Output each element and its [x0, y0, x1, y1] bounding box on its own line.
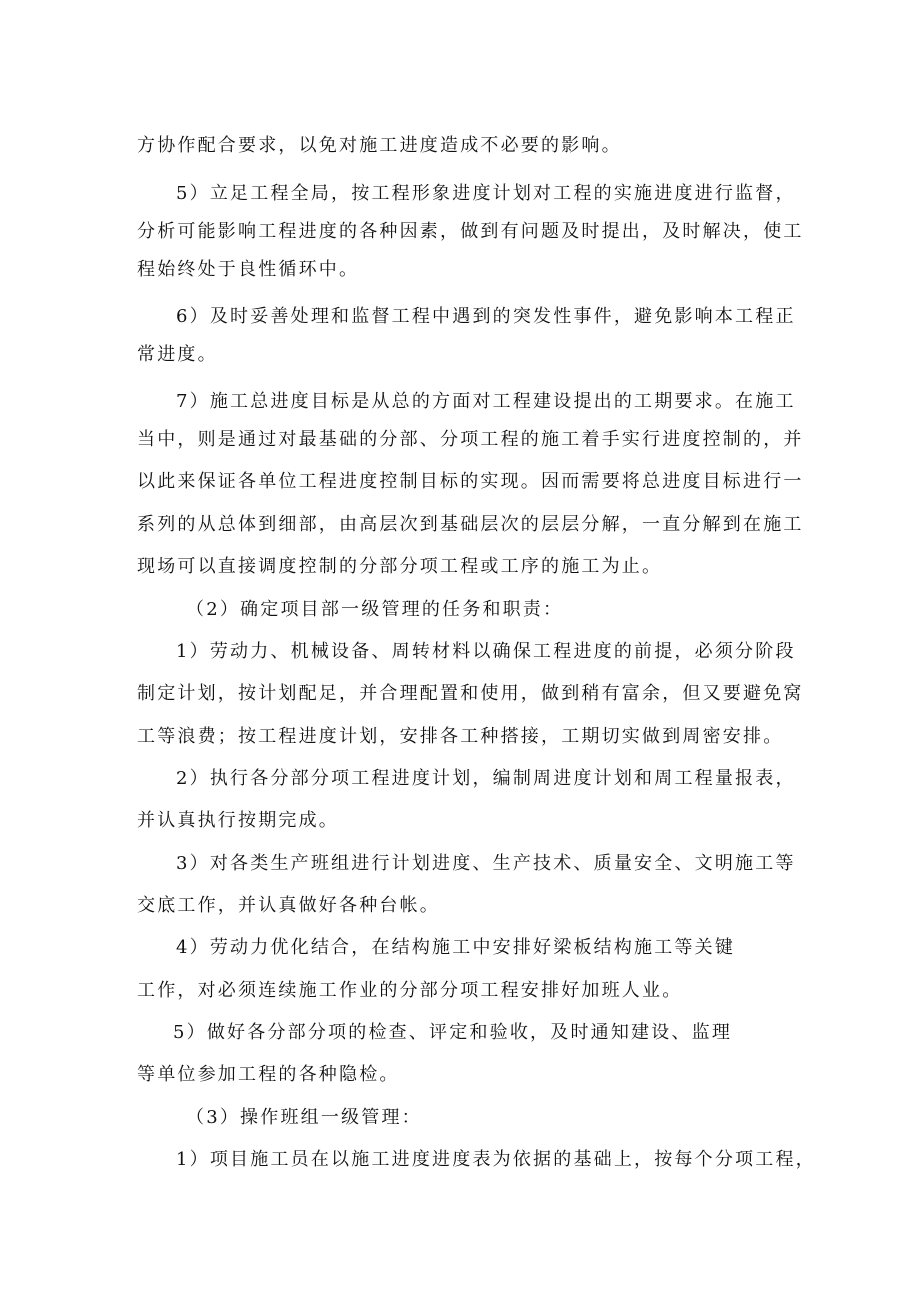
text-line: 2）执行各分部分项工程进度计划，编制周进度计划和周工程量报表， — [176, 768, 796, 789]
text-line: （2）确定项目部一级管理的任务和职责： — [186, 599, 564, 620]
text-line: 常进度。 — [137, 344, 218, 365]
text-line: 工作，对必须连续施工作业的分部分项工程安排好加班人业。 — [137, 980, 683, 1001]
text-line: 交底工作，并认真做好各种台帐。 — [137, 895, 440, 916]
text-line: 4）劳动力优化结合，在结构施工中安排好梁板结构施工等关键 — [176, 937, 736, 958]
text-line: 6）及时妥善处理和监督工程中遇到的突发性事件，避免影响本工程正 — [176, 306, 796, 327]
text-line: 当中，则是通过对最基础的分部、分项工程的施工着手实行进度控制的，并 — [137, 429, 804, 450]
text-line: 程始终处于良性循环中。 — [137, 259, 360, 280]
text-line: 等单位参加工程的各种隐检。 — [137, 1064, 400, 1085]
text-line: 5）做好各分部分项的检查、评定和验收，及时通知建设、监理 — [173, 1022, 733, 1043]
text-line: 制定计划，按计划配足，并合理配置和使用，做到稍有富余，但又要避免窝 — [137, 683, 804, 704]
text-line: 并认真执行按期完成。 — [137, 810, 339, 831]
text-line: （3）操作班组一级管理： — [186, 1107, 422, 1128]
text-line: 工等浪费；按工程进度计划，安排各工种搭接，工期切实做到周密安排。 — [137, 726, 784, 747]
text-line: 分析可能影响工程进度的各种因素，做到有问题及时提出，及时解决，使工 — [137, 221, 804, 242]
text-line: 7）施工总进度目标是从总的方面对工程建设提出的工期要求。在施工 — [176, 391, 796, 412]
text-line: 现场可以直接调度控制的分部分项工程或工序的施工为止。 — [137, 556, 663, 577]
text-line: 5）立足工程全局，按工程形象进度计划对工程的实施进度进行监督， — [176, 183, 796, 204]
text-line: 1）项目施工员在以施工进度进度表为依据的基础上，按每个分项工程， — [176, 1149, 816, 1170]
text-line: 系列的从总体到细部，由高层次到基础层次的层层分解，一直分解到在施工 — [137, 514, 804, 535]
text-line: 3）对各类生产班组进行计划进度、生产技术、质量安全、文明施工等 — [176, 853, 796, 874]
text-line: 方协作配合要求，以免对施工进度造成不必要的影响。 — [137, 135, 622, 156]
text-line: 以此来保证各单位工程进度控制目标的实现。因而需要将总进度目标进行一 — [137, 471, 804, 492]
text-line: 1）劳动力、机械设备、周转材料以确保工程进度的前提，必须分阶段 — [176, 641, 796, 662]
